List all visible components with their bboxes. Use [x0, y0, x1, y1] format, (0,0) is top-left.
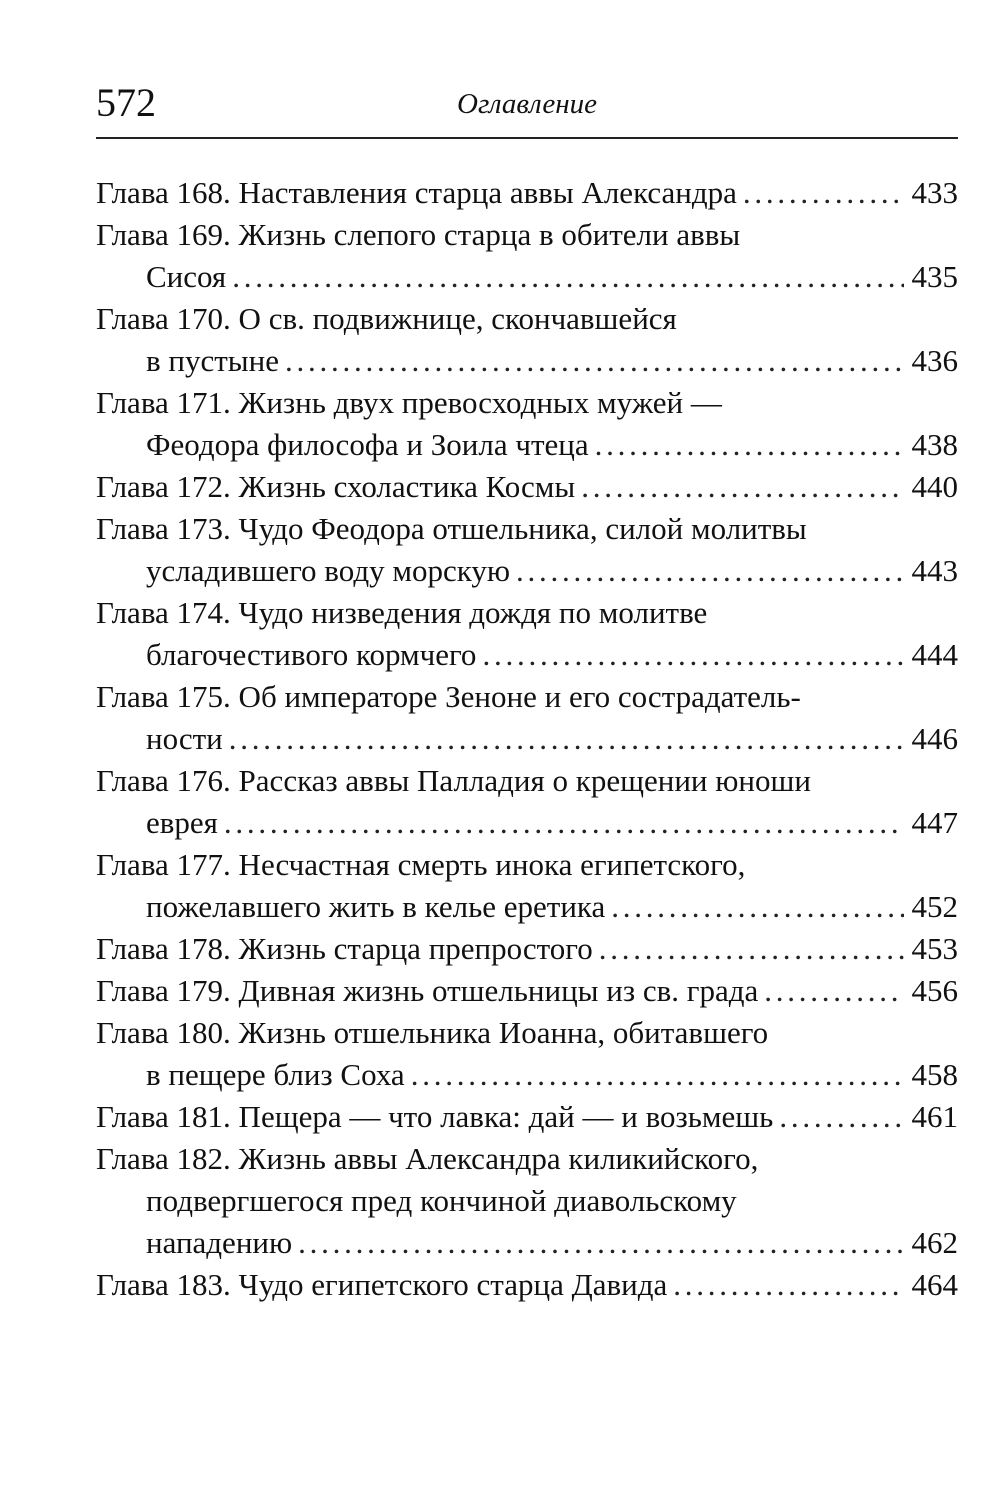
toc-entry-text: Глава 181. Пещера — что лавка: дай — и возьмешь	[96, 1099, 774, 1134]
toc-entry-text: благочестивого кормчего	[146, 637, 477, 672]
toc-entry-first-line	[96, 1264, 958, 1306]
toc-entry-text: ности	[146, 721, 223, 756]
toc-page-number: 444	[911, 637, 958, 672]
toc-entry	[96, 466, 958, 508]
toc-page-number: 464	[911, 1267, 958, 1302]
toc-entry-text: Глава 178. Жизнь старца препростого	[96, 931, 593, 966]
toc-entry	[96, 1012, 958, 1096]
dot-leader	[232, 256, 903, 298]
toc-page-number: 435	[911, 259, 958, 294]
toc-page-number: 453	[911, 931, 958, 966]
toc-entry-first-line	[96, 844, 958, 886]
toc-entry-first-line	[96, 382, 958, 424]
toc-entry-text: Глава 179. Дивная жизнь отшельницы из св. града	[96, 973, 759, 1008]
toc-entry-continuation-line	[96, 718, 958, 760]
toc-entry-continuation-line	[96, 1180, 958, 1222]
toc-page-number: 447	[911, 805, 958, 840]
page-number: 572	[96, 80, 156, 125]
dot-leader	[779, 1096, 903, 1138]
dot-leader	[595, 424, 904, 466]
toc-entry-text: еврея	[146, 805, 218, 840]
toc-entry-text: Глава 168. Наставления старца аввы Александра	[96, 175, 737, 210]
toc-entry-continuation-line	[96, 886, 958, 928]
toc-entry	[96, 1264, 958, 1306]
toc-entry-text: Глава 180. Жизнь отшельника Иоанна, обитавшего	[96, 1015, 769, 1050]
toc-entry-text: Феодора философа и Зоила чтеца	[146, 427, 589, 462]
toc-entry	[96, 592, 958, 676]
toc-entry	[96, 1096, 958, 1138]
toc-entry-text: Глава 176. Рассказ аввы Палладия о крещении юноши	[96, 763, 811, 798]
toc-entry-text: усладившего воду морскую	[146, 553, 511, 588]
toc-entry-first-line	[96, 298, 958, 340]
dot-leader	[599, 928, 904, 970]
toc-entry-text: подвергшегося пред кончиной диавольскому	[146, 1183, 737, 1218]
toc-entry-text: Глава 171. Жизнь двух превосходных мужей —	[96, 385, 722, 420]
toc-entry-text: нападению	[146, 1225, 293, 1260]
toc-entry-first-line	[96, 928, 958, 970]
toc-entry-text: Глава 175. Об императоре Зеноне и его сострадатель-	[96, 679, 801, 714]
toc-entry	[96, 1138, 958, 1264]
toc-page-number: 443	[911, 553, 958, 588]
toc-entry	[96, 298, 958, 382]
toc-entry-first-line	[96, 760, 958, 802]
toc-entry-first-line	[96, 970, 958, 1012]
toc-page-number: 461	[911, 1099, 958, 1134]
dot-leader	[673, 1264, 903, 1306]
toc-entry-continuation-line	[96, 1054, 958, 1096]
toc-page-number: 438	[911, 427, 958, 462]
toc-entry-first-line	[96, 1012, 958, 1054]
toc-entry	[96, 928, 958, 970]
toc-entry	[96, 172, 958, 214]
toc-page-number: 458	[911, 1057, 958, 1092]
dot-leader	[743, 172, 904, 214]
dot-leader	[581, 466, 903, 508]
dot-leader	[229, 718, 904, 760]
toc-entry-text: пожелавшего жить в келье еретика	[146, 889, 606, 924]
running-title: Оглавление	[457, 88, 597, 120]
toc-entry-text: Глава 182. Жизнь аввы Александра киликийского,	[96, 1141, 759, 1176]
toc-entry-continuation-line	[96, 634, 958, 676]
toc-entry	[96, 676, 958, 760]
toc-entry	[96, 970, 958, 1012]
toc-entry-text: Глава 172. Жизнь схоластика Космы	[96, 469, 576, 504]
toc-entry	[96, 760, 958, 844]
toc-page-number: 452	[911, 889, 958, 924]
toc-entry-text: Глава 169. Жизнь слепого старца в обители аввы	[96, 217, 741, 252]
header-rule	[96, 137, 958, 139]
dot-leader	[482, 634, 903, 676]
toc-page-number: 462	[911, 1225, 958, 1260]
toc-entry-text: Глава 170. О св. подвижнице, скончавшейся	[96, 301, 677, 336]
toc-entry-text: Глава 183. Чудо египетского старца Давида	[96, 1267, 668, 1302]
toc-entry-first-line	[96, 592, 958, 634]
toc-entry-first-line	[96, 466, 958, 508]
page-header	[96, 78, 958, 138]
toc-entry-first-line	[96, 508, 958, 550]
toc-entry-first-line	[96, 214, 958, 256]
toc-page-number: 436	[911, 343, 958, 378]
toc-entry-first-line	[96, 676, 958, 718]
toc-entry	[96, 508, 958, 592]
table-of-contents	[96, 172, 958, 1306]
toc-entry-first-line	[96, 1138, 958, 1180]
toc-entry-continuation-line	[96, 340, 958, 382]
toc-entry-continuation-line	[96, 256, 958, 298]
dot-leader	[611, 886, 903, 928]
toc-entry-text: Глава 177. Несчастная смерть инока египетского,	[96, 847, 746, 882]
toc-page-number: 446	[911, 721, 958, 756]
dot-leader	[516, 550, 903, 592]
toc-entry	[96, 382, 958, 466]
dot-leader	[411, 1054, 904, 1096]
dot-leader	[298, 1222, 903, 1264]
toc-page-number: 456	[911, 973, 958, 1008]
toc-entry-text: в пещере близ Соха	[146, 1057, 405, 1092]
toc-page-number: 440	[911, 469, 958, 504]
toc-entry-text: Глава 174. Чудо низведения дождя по молитве	[96, 595, 708, 630]
toc-entry-continuation-line	[96, 550, 958, 592]
toc-entry-text: Сисоя	[146, 259, 227, 294]
toc-entry-continuation-line	[96, 1222, 958, 1264]
toc-entry-continuation-line	[96, 802, 958, 844]
dot-leader	[764, 970, 903, 1012]
toc-entry	[96, 844, 958, 928]
toc-entry-continuation-line	[96, 424, 958, 466]
toc-entry-first-line	[96, 172, 958, 214]
dot-leader	[285, 340, 904, 382]
dot-leader	[224, 802, 904, 844]
toc-entry-first-line	[96, 1096, 958, 1138]
toc-entry	[96, 214, 958, 298]
toc-entry-text: Глава 173. Чудо Феодора отшельника, силой молитвы	[96, 511, 807, 546]
toc-entry-text: в пустыне	[146, 343, 279, 378]
toc-page-number: 433	[911, 175, 958, 210]
